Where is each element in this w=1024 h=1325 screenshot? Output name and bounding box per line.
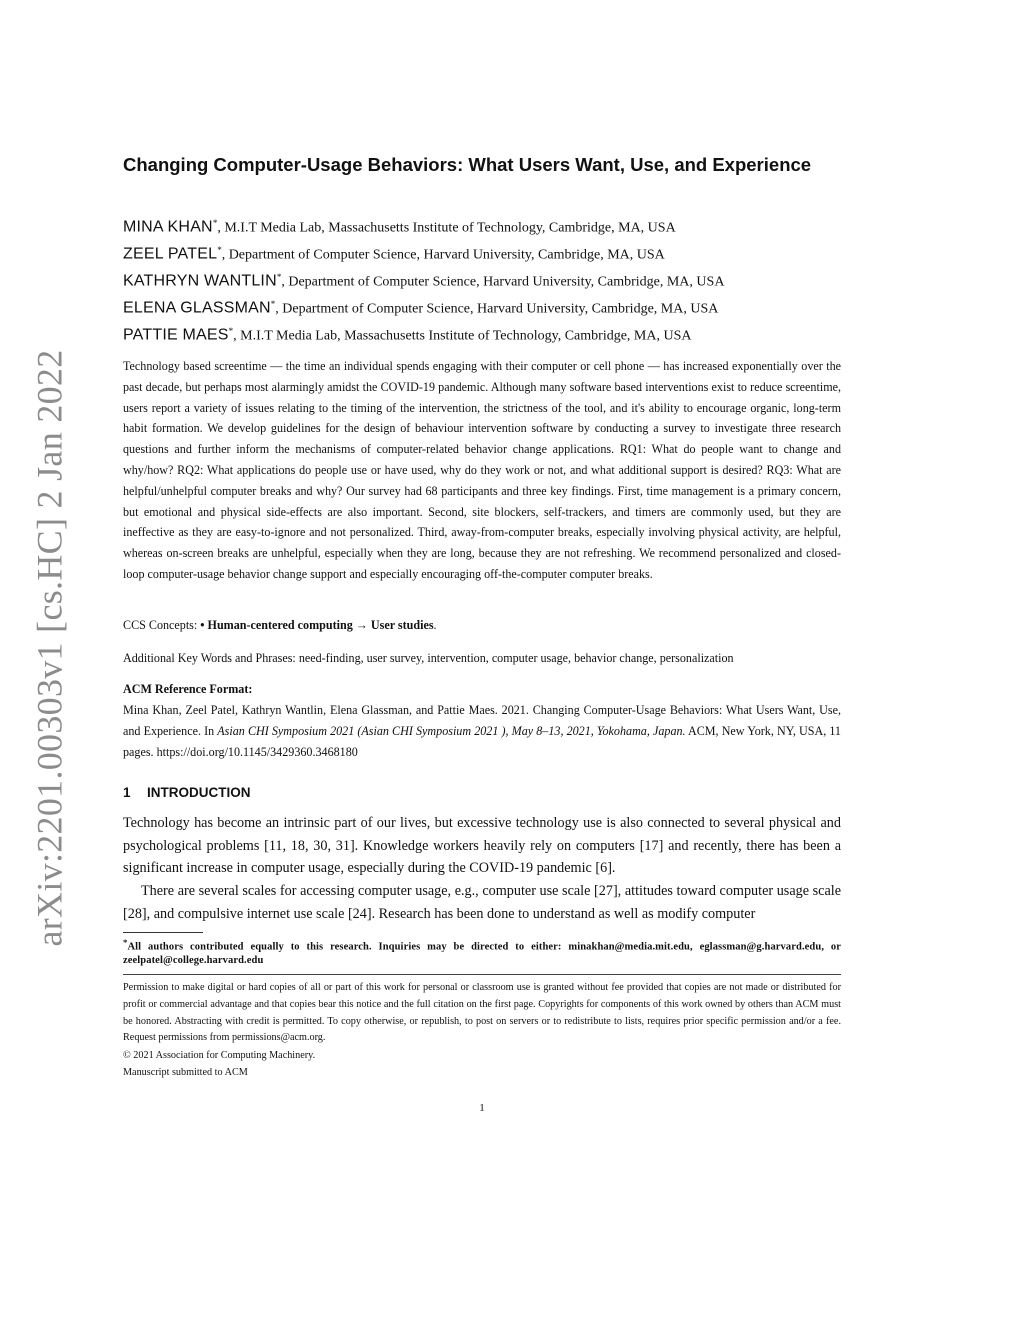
author-affiliation: , M.I.T Media Lab, Massachusetts Institute of Technology, Cambridge, MA, USA xyxy=(217,220,676,236)
section-title: INTRODUCTION xyxy=(147,785,251,800)
ccs-concepts xyxy=(123,618,841,633)
author-affiliation: , Department of Computer Science, Harvard University, Cambridge, MA, USA xyxy=(281,274,725,290)
ccs-arrow: → xyxy=(352,618,371,632)
author-entry xyxy=(123,264,883,291)
footnote-text: All authors contributed equally to this research. Inquiries may be directed to either: minakhan@media.mit.edu, eglassman@g.harvard.edu, or zeelpatel@college.harvard.edu xyxy=(123,941,841,966)
author-mark: * xyxy=(212,218,218,228)
intro-paragraph: There are several scales for accessing computer usage, e.g., computer use scale [27], attitudes toward computer usage scale [28], and compulsive internet use scale [24]. Research has been done to understand as well as modify computer xyxy=(123,883,841,922)
author-entry xyxy=(123,291,883,318)
author-affiliation: , Department of Computer Science, Harvard University, Cambridge, MA, USA xyxy=(275,301,719,317)
reference-text: Mina Khan, Zeel Patel, Kathryn Wantlin, Elena Glassman, and Pattie Maes. 2021. Changing Computer-Usage Behaviors: What Users Want, Use, and Experience. In xyxy=(123,703,841,738)
intro-paragraph: Technology has become an intrinsic part of our lives, but excessive technology use is also connected to several physical and psychological problems [11, 18, 30, 31]. Knowledge workers heavily rely on computers [17] and recently, there has been a significant increase in computer usage, especially during the COVID-19 pandemic [6]. xyxy=(123,815,841,877)
section-heading xyxy=(123,785,841,800)
author-affiliation: , M.I.T Media Lab, Massachusetts Institute of Technology, Cambridge, MA, USA xyxy=(233,328,692,344)
author-mark: * xyxy=(270,299,276,309)
author-name: MINA KHAN xyxy=(123,218,213,236)
paper-title: Changing Computer-Usage Behaviors: What Users Want, Use, and Experience xyxy=(123,154,812,175)
ccs-label: CCS Concepts: xyxy=(123,618,201,632)
reference-doi: ACM, New York, NY, USA, 11 pages. https://doi.org/10.1145/3429360.3468180 xyxy=(123,724,841,759)
author-name: KATHRYN WANTLIN xyxy=(123,272,277,290)
arxiv-id-text: arXiv:2201.00303v1 [cs.HC] 2 Jan 2022 xyxy=(30,348,70,947)
author-list xyxy=(123,210,883,345)
arxiv-identifier xyxy=(24,348,76,947)
author-name: ZEEL PATEL xyxy=(123,245,218,263)
page-number: 1 xyxy=(479,1102,485,1114)
author-affiliation: , Department of Computer Science, Harvard University, Cambridge, MA, USA xyxy=(221,247,665,263)
copyright-line: © 2021 Association for Computing Machinery. xyxy=(123,1050,316,1061)
author-mark: * xyxy=(276,272,282,282)
permission-notice: Permission to make digital or hard copies of all or part of this work for personal or classroom use is granted without fee provided that copies are not made or distributed for profit or commercial advantage and that copies bear this notice and the full citation on the first page. Copyrights for components of this work owned by others than ACM must be honored. Abstracting with credit is permitted. To copy otherwise, or republish, to post on servers or to redistribute to lists, requires prior specific permission and/or a fee. Request permissions from permissions@acm.org. xyxy=(123,982,841,1044)
abstract: Technology based screentime — the time an individual spends engaging with their computer or cell phone — has increased exponentially over the past decade, but perhaps most alarmingly amidst the COVID-19 pandemic. Although many software based interventions exist to reduce screentime, users report a variety of issues relating to the timing of the intervention, the strictness of the tool, and it's ability to encourage organic, long-term habit formation. We develop guidelines for the design of behaviour intervention software by conducting a survey to investigate three research questions and further inform the mechanisms of computer-related behavior change applications. RQ1: What do people want to change and why/how? RQ2: What applications do people use or have used, why do they work or not, and what additional support is desired? RQ3: What are helpful/unhelpful computer breaks and why? Our survey had 68 participants and three key findings. First, time management is a primary concern, but emotional and physical side-effects are also important. Second, site blockers, self-trackers, and timers are commonly used, but they are ineffective as they are easy-to-ignore and not personalized. Third, away-from-computer breaks, especially involving physical activity, are helpful, whereas on-screen breaks are unhelpful, especially when they are long, because they are not refreshing. We recommend personalized and closed-loop computer-usage behavior change support and especially encouraging off-the-computer computer breaks. xyxy=(123,359,841,581)
ccs-concept: Human-centered computing xyxy=(207,618,353,632)
author-entry xyxy=(123,318,883,345)
ccs-end: . xyxy=(433,618,437,632)
author-mark: * xyxy=(228,326,234,336)
author-entry xyxy=(123,210,883,237)
keywords: Additional Key Words and Phrases: need-finding, user survey, intervention, computer usage, behavior change, personalization xyxy=(123,651,734,665)
ccs-bullet: • xyxy=(200,618,208,632)
reference-venue: Asian CHI Symposium 2021 (Asian CHI Symposium 2021 ), May 8–13, 2021, Yokohama, Japan. xyxy=(217,724,686,738)
footnote-divider xyxy=(123,932,203,933)
footnote-mark: * xyxy=(123,937,128,947)
manuscript-line: Manuscript submitted to ACM xyxy=(123,1066,248,1078)
author-mark: * xyxy=(217,245,222,255)
author-entry xyxy=(123,237,883,264)
author-name: PATTIE MAES xyxy=(123,326,229,344)
copyright-block xyxy=(123,1048,841,1082)
section-number: 1 xyxy=(123,785,131,800)
ccs-subconcept: User studies xyxy=(370,618,434,632)
permission-divider xyxy=(123,974,841,975)
reference-format xyxy=(123,700,841,763)
introduction-body xyxy=(123,812,841,926)
reference-heading: ACM Reference Format: xyxy=(123,682,253,696)
author-name: ELENA GLASSMAN xyxy=(123,299,271,317)
footnote xyxy=(123,936,841,967)
